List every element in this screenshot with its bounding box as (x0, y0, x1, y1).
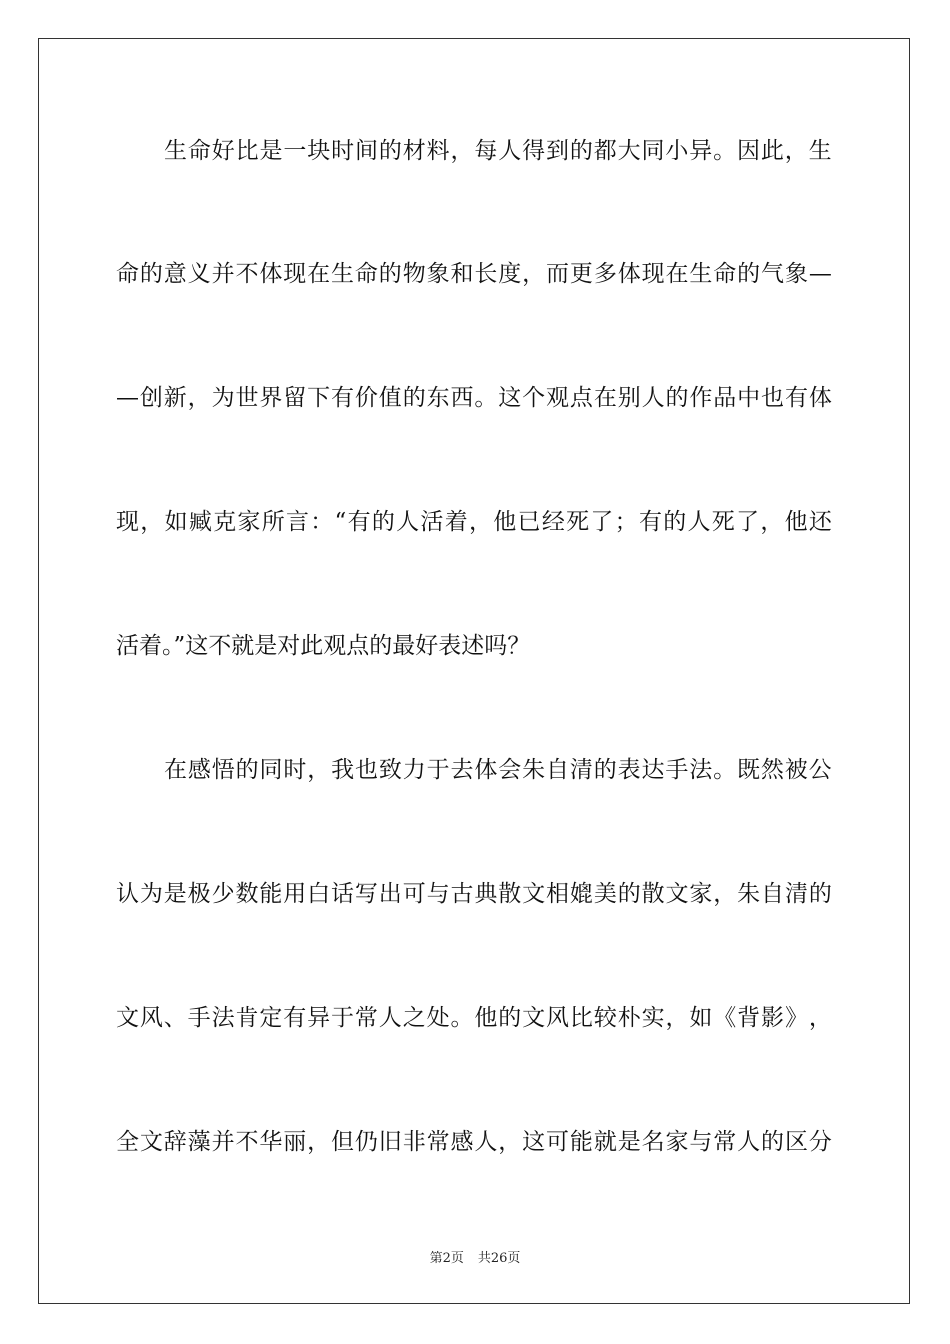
paragraph-2-line-3: 文 风 、 手 法 肯 定 有 异 于 常 人 之 处 。 他 的 文 风 比 较 朴 实 ， 如 《 背 影 》 ， (116, 1005, 832, 1031)
paragraph-1-line-3: — 创 新 ， 为 世 界 留 下 有 价 值 的 东 西 。 这 个 观 点 在 别 人 的 作 品 中 也 有 体 (116, 385, 832, 411)
paragraph-1-line-2: 命 的 意 义 并 不 体 现 在 生 命 的 物 象 和 长 度 ， 而 更 多 体 现 在 生 命 的 气 象 — (116, 261, 832, 287)
paragraph-2-line-4: 全 文 辞 藻 并 不 华 丽 ， 但 仍 旧 非 常 感 人 ， 这 可 能 就 是 名 家 与 常 人 的 区 分 (116, 1129, 832, 1155)
paragraph-2-line-1: 在 感 悟 的 同 时 ， 我 也 致 力 于 去 体 会 朱 自 清 的 表 达 手 法 。 既 然 被 公 (164, 757, 832, 783)
paragraph-1-line-5: 活着。”这不就是对此观点的最好表述吗？ (116, 633, 531, 659)
page-number: 第2页 (429, 1251, 464, 1266)
paragraph-1-line-1: 生 命 好 比 是 一 块 时 间 的 材 料 ， 每 人 得 到 的 都 大 同 小 异 。 因 此 ， 生 (164, 138, 832, 164)
paragraph-1-line-4: 现 ， 如 臧 克 家 所 言 ： “ 有 的 人 活 着 ， 他 已 经 死 了 ； 有 的 人 死 了 ， 他 还 (116, 509, 832, 535)
page-footer (0, 1247, 950, 1266)
page-border (38, 38, 910, 1304)
paragraph-2-line-2: 认 为 是 极 少 数 能 用 白 话 写 出 可 与 古 典 散 文 相 媲 美 的 散 文 家 ， 朱 自 清 的 (116, 881, 832, 907)
page-total: 共26页 (477, 1251, 521, 1266)
